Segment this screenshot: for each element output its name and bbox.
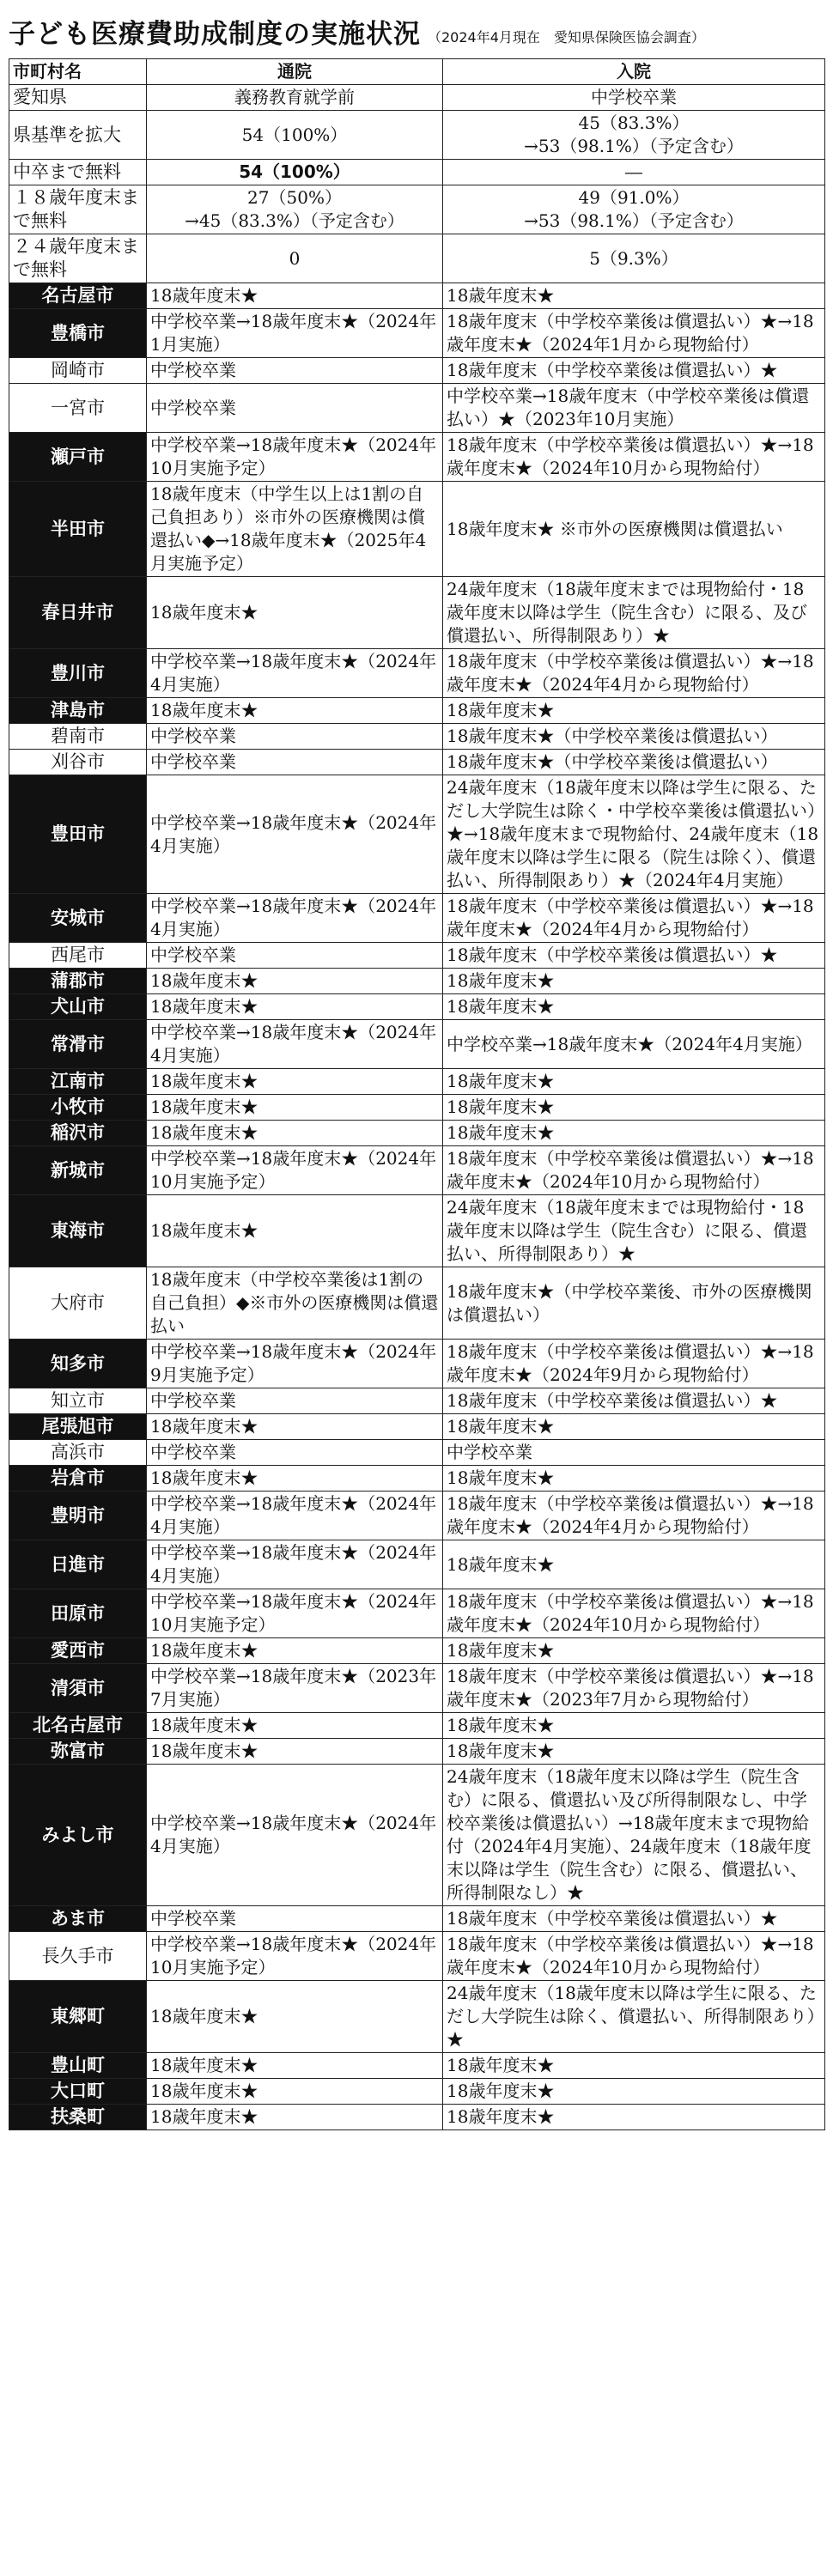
municipality-name: 岡崎市 [9, 358, 147, 384]
municipality-name: 尾張旭市 [9, 1414, 147, 1440]
summary-inpatient [443, 185, 825, 234]
summary-label: 愛知県 [9, 85, 147, 111]
municipality-name: 豊山町 [9, 2053, 147, 2079]
inpatient-cell: 18歳年度末★ [443, 1466, 825, 1492]
inpatient-cell: 中学校卒業→18歳年度末★（2024年4月実施） [443, 1020, 825, 1069]
municipality-name: 高浜市 [9, 1440, 147, 1466]
summary-inpatient-before: 49（91.0%） [578, 187, 690, 208]
municipality-name: 大口町 [9, 2079, 147, 2105]
municipality-name: 愛西市 [9, 1638, 147, 1664]
municipality-name: 田原市 [9, 1589, 147, 1638]
summary-inpatient-after: →53（98.1%）（予定含む） [524, 136, 744, 156]
summary-label: 県基準を拡大 [9, 111, 147, 160]
table-row [9, 1388, 825, 1414]
outpatient-cell: 中学校卒業→18歳年度末★（2024年10月実施予定） [147, 1589, 443, 1638]
summary-label: 中卒まで無料 [9, 160, 147, 185]
municipality-name: 犬山市 [9, 994, 147, 1020]
inpatient-cell: 18歳年度末★ [443, 698, 825, 724]
inpatient-cell: 18歳年度末（中学校卒業後は償還払い）★→18歳年度末★（2024年10月から現物給付） [443, 433, 825, 482]
table-row [9, 894, 825, 943]
table-row [9, 775, 825, 894]
outpatient-cell: 18歳年度末★ [147, 2053, 443, 2079]
municipality-name: 豊川市 [9, 649, 147, 698]
outpatient-cell: 中学校卒業 [147, 1388, 443, 1414]
table-row [9, 1440, 825, 1466]
table-row [9, 1146, 825, 1195]
summary-outpatient [147, 185, 443, 234]
table-row [9, 482, 825, 577]
outpatient-cell: 18歳年度末★ [147, 1466, 443, 1492]
table-row [9, 283, 825, 309]
inpatient-cell: 18歳年度末★（中学校卒業後は償還払い） [443, 724, 825, 750]
municipality-name: 安城市 [9, 894, 147, 943]
inpatient-cell: 18歳年度末★ [443, 283, 825, 309]
summary-inpatient-after: →53（98.1%）（予定含む） [524, 210, 744, 231]
table-row [9, 433, 825, 482]
table-row [9, 1121, 825, 1146]
outpatient-cell: 中学校卒業→18歳年度末★（2023年7月実施） [147, 1664, 443, 1713]
outpatient-cell: 中学校卒業→18歳年度末★（2024年9月実施予定） [147, 1340, 443, 1388]
municipality-name: 豊田市 [9, 775, 147, 894]
inpatient-cell: 18歳年度末★ [443, 1713, 825, 1739]
header-inpatient: 入院 [443, 59, 825, 85]
header-municipality: 市町村名 [9, 59, 147, 85]
summary-outpatient-before: 27（50%） [247, 187, 342, 208]
inpatient-cell: 18歳年度末★ [443, 2079, 825, 2105]
table-row [9, 358, 825, 384]
summary-outpatient: 義務教育就学前 [147, 85, 443, 111]
table-row [9, 1906, 825, 1932]
inpatient-cell: 18歳年度末（中学校卒業後は償還払い）★ [443, 943, 825, 969]
inpatient-cell: 18歳年度末（中学校卒業後は償還払い）★→18歳年度末★（2024年4月から現物給付） [443, 894, 825, 943]
municipality-name: 碧南市 [9, 724, 147, 750]
outpatient-cell: 18歳年度末★ [147, 2079, 443, 2105]
table-row [9, 1195, 825, 1267]
municipality-name: 半田市 [9, 482, 147, 577]
summary-inpatient-before: 45（83.3%） [578, 112, 690, 133]
summary-inpatient: 5（9.3%） [443, 234, 825, 283]
municipality-name: 新城市 [9, 1146, 147, 1195]
outpatient-cell: 中学校卒業 [147, 1906, 443, 1932]
table-row [9, 1713, 825, 1739]
summary-row [9, 111, 825, 160]
summary-section [9, 85, 825, 283]
outpatient-cell: 18歳年度末★ [147, 1739, 443, 1765]
outpatient-cell: 中学校卒業→18歳年度末★（2024年4月実施） [147, 775, 443, 894]
inpatient-cell: 中学校卒業 [443, 1440, 825, 1466]
title-row [9, 9, 824, 53]
inpatient-cell: 18歳年度末（中学校卒業後は償還払い）★ [443, 358, 825, 384]
table-row [9, 969, 825, 994]
municipality-name: 北名古屋市 [9, 1713, 147, 1739]
outpatient-cell: 中学校卒業 [147, 384, 443, 433]
outpatient-cell: 中学校卒業→18歳年度末★（2024年1月実施） [147, 309, 443, 358]
table-row [9, 2053, 825, 2079]
inpatient-cell: 18歳年度末★ [443, 2105, 825, 2130]
outpatient-cell: 中学校卒業 [147, 943, 443, 969]
municipality-name: 弥富市 [9, 1739, 147, 1765]
municipality-name: 豊明市 [9, 1492, 147, 1540]
outpatient-cell: 18歳年度末★ [147, 1069, 443, 1095]
outpatient-cell: 18歳年度末（中学生以上は1割の自己負担あり）※市外の医療機関は償還払い◆→18歳年度末★（2025年4月実施予定） [147, 482, 443, 577]
table-row [9, 750, 825, 775]
inpatient-cell: 中学校卒業→18歳年度末（中学校卒業後は償還払い）★（2023年10月実施） [443, 384, 825, 433]
table-row [9, 577, 825, 649]
table-row [9, 1020, 825, 1069]
summary-outpatient-after: →45（83.3%）（予定含む） [185, 210, 404, 231]
municipality-name: 常滑市 [9, 1020, 147, 1069]
municipality-name: みよし市 [9, 1765, 147, 1906]
municipality-name: 蒲郡市 [9, 969, 147, 994]
summary-outpatient: 54（100%） [147, 160, 443, 185]
outpatient-cell: 中学校卒業→18歳年度末★（2024年4月実施） [147, 1492, 443, 1540]
table-row [9, 1932, 825, 1981]
municipality-name: 西尾市 [9, 943, 147, 969]
inpatient-cell: 18歳年度末★ [443, 1739, 825, 1765]
table-row [9, 1765, 825, 1906]
inpatient-cell: 18歳年度末★ [443, 969, 825, 994]
inpatient-cell: 18歳年度末★ [443, 1540, 825, 1589]
municipality-name: 清須市 [9, 1664, 147, 1713]
municipality-name: 瀬戸市 [9, 433, 147, 482]
summary-inpatient: 中学校卒業 [443, 85, 825, 111]
summary-inpatient [443, 111, 825, 160]
inpatient-cell: 18歳年度末★（中学校卒業後は償還払い） [443, 750, 825, 775]
table-row [9, 698, 825, 724]
summary-row [9, 234, 825, 283]
table-row [9, 1414, 825, 1440]
table-row [9, 1638, 825, 1664]
inpatient-cell: 18歳年度末（中学校卒業後は償還払い）★→18歳年度末★（2023年7月から現物給付） [443, 1664, 825, 1713]
municipality-name: 津島市 [9, 698, 147, 724]
inpatient-cell: 18歳年度末（中学校卒業後は償還払い）★→18歳年度末★（2024年4月から現物給付） [443, 1492, 825, 1540]
table-row [9, 943, 825, 969]
outpatient-cell: 中学校卒業 [147, 724, 443, 750]
municipality-name: 稲沢市 [9, 1121, 147, 1146]
table-row [9, 1095, 825, 1121]
subsidy-table [9, 58, 825, 2130]
page-title: 子ども医療費助成制度の実施状況 [9, 19, 421, 50]
table-row [9, 649, 825, 698]
inpatient-cell: 24歳年度末（18歳年度末以降は学生に限る、ただし大学院生は除く、償還払い、所得制限あり）★ [443, 1981, 825, 2053]
outpatient-cell: 中学校卒業→18歳年度末★（2024年10月実施予定） [147, 1146, 443, 1195]
inpatient-cell: 18歳年度末（中学校卒業後は償還払い）★→18歳年度末★（2024年10月から現物給付） [443, 1932, 825, 1981]
inpatient-cell: 18歳年度末★ [443, 994, 825, 1020]
outpatient-cell: 18歳年度末★ [147, 1981, 443, 2053]
inpatient-cell: 18歳年度末★ [443, 1095, 825, 1121]
inpatient-cell: 18歳年度末★ [443, 1069, 825, 1095]
table-row [9, 2105, 825, 2130]
table-row [9, 1664, 825, 1713]
outpatient-cell: 中学校卒業→18歳年度末★（2024年10月実施予定） [147, 1932, 443, 1981]
table-row [9, 2079, 825, 2105]
page-subtitle: （2024年4月現在 愛知県保険医協会調査） [428, 29, 705, 46]
inpatient-cell: 18歳年度末（中学校卒業後は償還払い）★→18歳年度末★（2024年1月から現物給付） [443, 309, 825, 358]
header-row [9, 59, 825, 85]
table-row [9, 1981, 825, 2053]
outpatient-cell: 中学校卒業→18歳年度末★（2024年4月実施） [147, 1540, 443, 1589]
inpatient-cell: 24歳年度末（18歳年度末以降は学生（院生含む）に限る、償還払い及び所得制限なし、中学校卒業後は償還払い）→18歳年度末まで現物給付（2024年4月実施）、24歳年度末（18歳年度末以降は学生（院生含む）に限る、償還払い、所得制限なし）★ [443, 1765, 825, 1906]
outpatient-cell: 中学校卒業 [147, 750, 443, 775]
inpatient-cell: 18歳年度末（中学校卒業後は償還払い）★ [443, 1388, 825, 1414]
inpatient-cell: 18歳年度末★ ※市外の医療機関は償還払い [443, 482, 825, 577]
municipality-name: あま市 [9, 1906, 147, 1932]
inpatient-cell: 24歳年度末（18歳年度末までは現物給付・18歳年度末以降は学生（院生含む）に限る、及び償還払い、所得制限あり）★ [443, 577, 825, 649]
outpatient-cell: 18歳年度末★ [147, 994, 443, 1020]
municipality-name: 名古屋市 [9, 283, 147, 309]
municipality-section [9, 283, 825, 2130]
municipality-name: 刈谷市 [9, 750, 147, 775]
inpatient-cell: 18歳年度末（中学校卒業後は償還払い）★ [443, 1906, 825, 1932]
municipality-name: 知多市 [9, 1340, 147, 1388]
municipality-name: 春日井市 [9, 577, 147, 649]
outpatient-cell: 18歳年度末★ [147, 283, 443, 309]
outpatient-cell: 中学校卒業→18歳年度末★（2024年10月実施予定） [147, 433, 443, 482]
municipality-name: 大府市 [9, 1267, 147, 1340]
inpatient-cell: 18歳年度末★（中学校卒業後、市外の医療機関は償還払い） [443, 1267, 825, 1340]
outpatient-cell: 18歳年度末★ [147, 577, 443, 649]
table-row [9, 1466, 825, 1492]
outpatient-cell: 中学校卒業→18歳年度末★（2024年4月実施） [147, 649, 443, 698]
outpatient-cell: 中学校卒業→18歳年度末★（2024年4月実施） [147, 1020, 443, 1069]
municipality-name: 扶桑町 [9, 2105, 147, 2130]
municipality-name: 一宮市 [9, 384, 147, 433]
municipality-name: 岩倉市 [9, 1466, 147, 1492]
table-row [9, 1739, 825, 1765]
municipality-name: 小牧市 [9, 1095, 147, 1121]
municipality-name: 長久手市 [9, 1932, 147, 1981]
summary-label: ２４歳年度末まで無料 [9, 234, 147, 283]
municipality-name: 東海市 [9, 1195, 147, 1267]
inpatient-cell: 24歳年度末（18歳年度末までは現物給付・18歳年度末以降は学生（院生含む）に限る、償還払い、所得制限あり）★ [443, 1195, 825, 1267]
table-row [9, 309, 825, 358]
outpatient-cell: 中学校卒業 [147, 1440, 443, 1466]
inpatient-cell: 24歳年度末（18歳年度末以降は学生に限る、ただし大学院生は除く・中学校卒業後は償還払い）★→18歳年度末まで現物給付、24歳年度末（18歳年度末以降は学生に限る（院生は除く）、償還払い、所得制限あり）★（2024年4月実施） [443, 775, 825, 894]
outpatient-cell: 18歳年度末★ [147, 969, 443, 994]
inpatient-cell: 18歳年度末★ [443, 1121, 825, 1146]
summary-outpatient: 0 [147, 234, 443, 283]
municipality-name: 江南市 [9, 1069, 147, 1095]
outpatient-cell: 18歳年度末★ [147, 1638, 443, 1664]
summary-inpatient: ― [443, 160, 825, 185]
outpatient-cell: 中学校卒業→18歳年度末★（2024年4月実施） [147, 1765, 443, 1906]
outpatient-cell: 中学校卒業 [147, 358, 443, 384]
outpatient-cell: 18歳年度末★ [147, 1713, 443, 1739]
table-row [9, 1267, 825, 1340]
outpatient-cell: 18歳年度末★ [147, 1121, 443, 1146]
header-outpatient: 通院 [147, 59, 443, 85]
table-row [9, 1069, 825, 1095]
outpatient-cell: 18歳年度末★ [147, 1414, 443, 1440]
outpatient-cell: 中学校卒業→18歳年度末★（2024年4月実施） [147, 894, 443, 943]
municipality-name: 豊橋市 [9, 309, 147, 358]
inpatient-cell: 18歳年度末★ [443, 2053, 825, 2079]
summary-label: １８歳年度末まで無料 [9, 185, 147, 234]
inpatient-cell: 18歳年度末（中学校卒業後は償還払い）★→18歳年度末★（2024年4月から現物給付） [443, 649, 825, 698]
inpatient-cell: 18歳年度末★ [443, 1638, 825, 1664]
summary-row [9, 160, 825, 185]
table-row [9, 1540, 825, 1589]
table-row [9, 724, 825, 750]
table-row [9, 1492, 825, 1540]
inpatient-cell: 18歳年度末（中学校卒業後は償還払い）★→18歳年度末★（2024年10月から現物給付） [443, 1146, 825, 1195]
outpatient-cell: 18歳年度末（中学校卒業後は1割の自己負担）◆※市外の医療機関は償還払い [147, 1267, 443, 1340]
table-row [9, 384, 825, 433]
outpatient-cell: 18歳年度末★ [147, 1095, 443, 1121]
inpatient-cell: 18歳年度末（中学校卒業後は償還払い）★→18歳年度末★（2024年9月から現物給付） [443, 1340, 825, 1388]
summary-row [9, 185, 825, 234]
table-row [9, 1340, 825, 1388]
table-row [9, 994, 825, 1020]
municipality-name: 東郷町 [9, 1981, 147, 2053]
inpatient-cell: 18歳年度末（中学校卒業後は償還払い）★→18歳年度末★（2024年10月から現物給付） [443, 1589, 825, 1638]
table-row [9, 1589, 825, 1638]
municipality-name: 日進市 [9, 1540, 147, 1589]
inpatient-cell: 18歳年度末★ [443, 1414, 825, 1440]
summary-row [9, 85, 825, 111]
outpatient-cell: 18歳年度末★ [147, 698, 443, 724]
outpatient-cell: 18歳年度末★ [147, 1195, 443, 1267]
summary-outpatient: 54（100%） [147, 111, 443, 160]
municipality-name: 知立市 [9, 1388, 147, 1414]
outpatient-cell: 18歳年度末★ [147, 2105, 443, 2130]
